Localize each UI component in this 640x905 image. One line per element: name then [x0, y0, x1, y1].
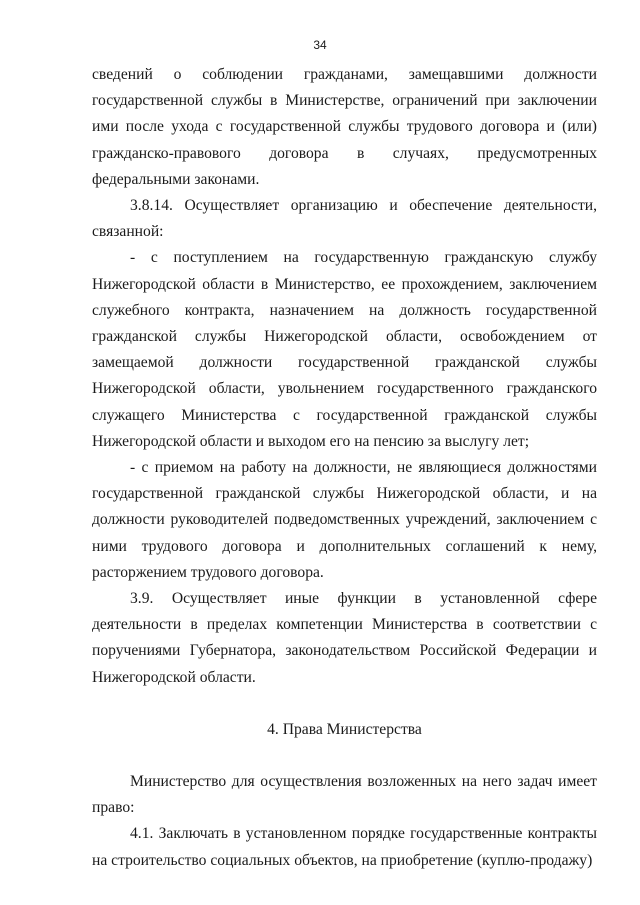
document-body — [92, 62, 597, 874]
paragraph-3-9: 3.9. Осуществляет иные функции в установленной сфере деятельности в пределах компетенции Министерства в соответствии с поручениями Губернатора, законодательством Российской Федерации и Нижегородской области. — [92, 590, 597, 686]
paragraph-3-8-14: 3.8.14. Осуществляет организацию и обеспечение деятельности, связанной: — [92, 197, 597, 241]
paragraph-rights-intro: Министерство для осуществления возложенных на него задач имеет право: — [92, 773, 597, 817]
list-item-employment: - с приемом на работу на должности, не являющиеся должностями государственной гражданской службы Нижегородской области, и на должности руководителей подведомственных учреждений, заключением с ними трудового договора и дополнительных соглашений к нему, расторжением трудового договора. — [92, 459, 597, 581]
list-item-civil-service: - с поступлением на государственную гражданскую службу Нижегородской области в Министерство, ее прохождением, заключением служебного контракта, назначением на должность государственной гражданской службы Нижегородской области, освобождением от замещаемой должности государственной гражданской службы Нижегородской области, увольнением государственного гражданского служащего Министерства с государственной гражданской службы Нижегородской области и выходом его на пенсию за выслугу лет; — [92, 249, 597, 450]
paragraph-4-1: 4.1. Заключать в установленном порядке государственные контракты на строительство социальных объектов, на приобретение (куплю-продажу) — [92, 825, 597, 869]
page-number: 34 — [313, 38, 327, 52]
section-heading: 4. Права Министерства — [267, 720, 422, 738]
paragraph-continuation: сведений о соблюдении гражданами, замещавшими должности государственной службы в Министерстве, ограничений при заключении ими после ухода с государственной службы трудового договора и (или) гражданско-правового договора в случаях, предусмотренных федеральными законами. — [92, 66, 597, 188]
